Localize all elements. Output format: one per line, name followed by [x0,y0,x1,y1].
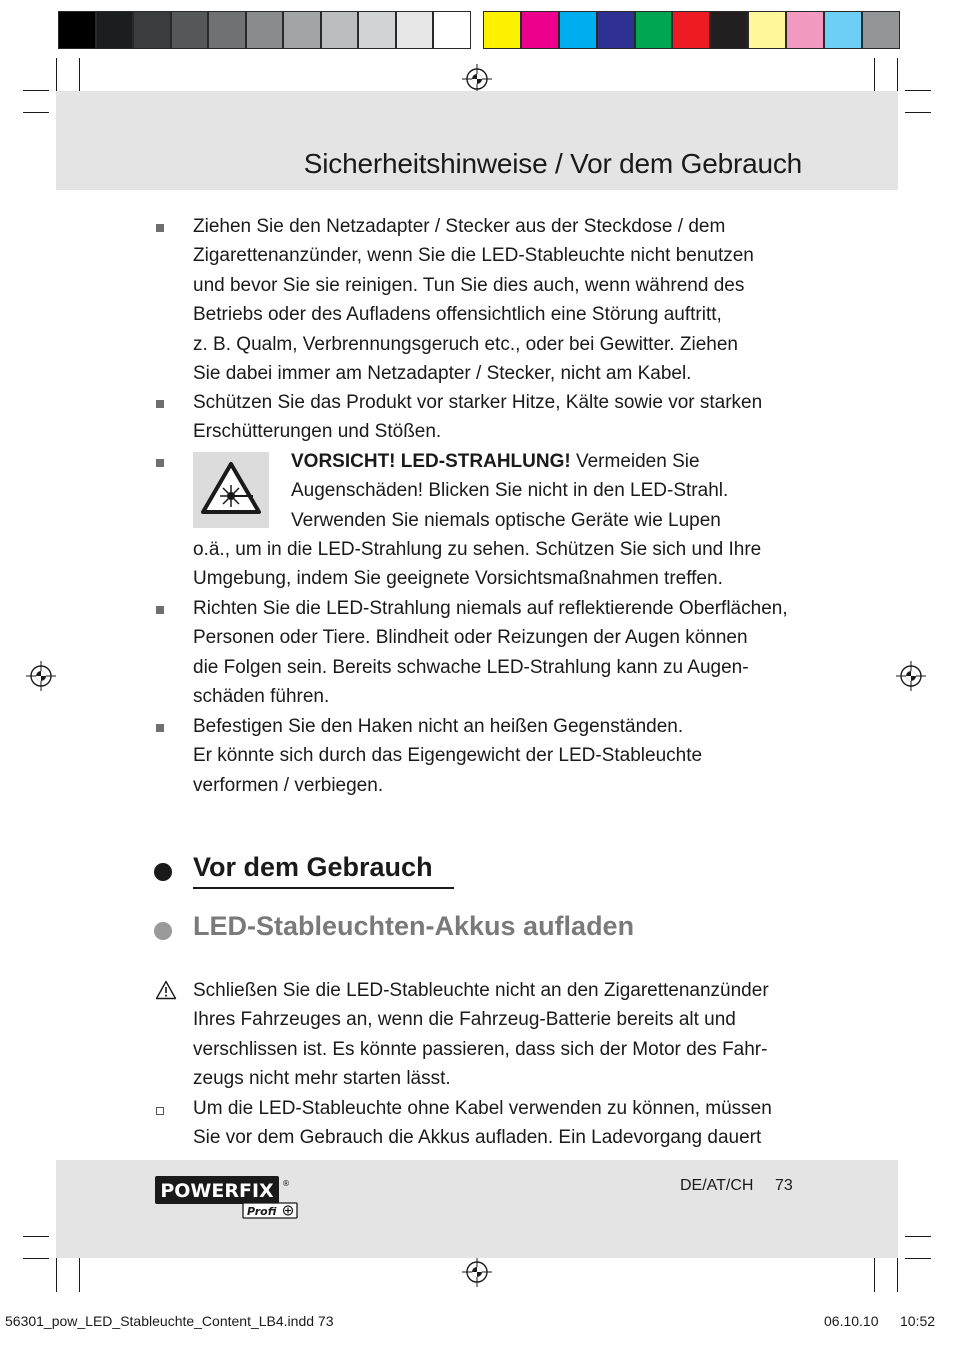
color-swatch [358,11,396,49]
text-line: o.ä., um in die LED-Strahlung zu sehen. Schützen Sie sich und Ihre [193,539,762,560]
registration-mark-icon [26,661,56,691]
bullet-square [156,606,164,614]
color-swatch [635,11,673,49]
crop-mark [905,112,931,113]
text-line: schäden führen. [193,686,330,708]
color-swatch [171,11,209,49]
safety-item-hook [193,712,803,800]
registration-mark-icon [896,661,926,691]
crop-mark [905,1258,931,1259]
bullet-square [156,400,164,408]
page-title: Sicherheitshinweise / Vor dem Gebrauch [303,148,802,179]
text-line [291,447,811,476]
text-line: Ziehen Sie den Netzadapter / Stecker aus der Steckdose / dem [193,216,726,237]
slug-time: 10:52 [900,1313,936,1329]
powerfix-profi-logo [155,1176,300,1220]
color-swatch [559,11,597,49]
text-line: Um die LED-Stableuchte ohne Kabel verwenden zu können, müssen [193,1098,772,1119]
text-line: Personen oder Tiere. Blindheit oder Reizungen der Augen können [193,627,748,649]
crop-mark [905,1236,931,1237]
text-line: Richten Sie die LED-Strahlung niemals auf reflektierende Oberflächen, [193,598,788,619]
safety-item-reflective [193,594,803,712]
text-line: Betriebs oder des Aufladens offensichtlich eine Störung auftritt, [193,304,722,326]
crop-mark [23,90,49,91]
text-line: verschlissen ist. Es könnte passieren, dass sich der Motor des Fahr- [193,1038,768,1060]
slug-date: 06.10.10 [824,1313,879,1329]
color-swatch [597,11,635,49]
color-swatch [710,11,748,49]
safety-item-unplug [193,212,803,388]
text-line: Erschütterungen und Stößen. [193,421,442,443]
color-swatch [824,11,862,49]
text-line: Schützen Sie das Produkt vor starker Hitze, Kälte sowie vor starken [193,392,763,413]
registration-mark-icon [462,1257,492,1287]
color-swatch [283,11,321,49]
text-line: Augenschäden! Blicken Sie nicht in den LED-Strahl. [291,480,729,502]
gray-swatch-bar [58,11,471,49]
color-swatch [786,11,824,49]
color-swatch [748,11,786,49]
footer-language: DE/AT/CH [680,1177,754,1194]
step-paragraph [193,1094,803,1153]
subsection-bullet-icon [154,922,172,940]
color-swatch [58,11,96,49]
bullet-square [156,459,164,467]
warning-paragraph [193,976,803,1094]
color-swatch [321,11,359,49]
color-swatch [672,11,710,49]
color-swatch [433,11,471,49]
text-line: verformen / verbiegen. [193,774,384,796]
step-checkbox-icon [156,1107,164,1115]
text-line: Schließen Sie die LED-Stableuchte nicht an den Zigarettenanzünder [193,980,769,1001]
safety-item-led-warning-body [193,535,803,594]
crop-mark [905,90,931,91]
color-swatch [96,11,134,49]
text-line: und bevor Sie sie reinigen. Tun Sie dies auch, wenn während des [193,274,745,296]
color-swatch [208,11,246,49]
registration-mark-icon [462,64,492,94]
safety-item-led-warning-head [291,447,811,535]
text-line: Verwenden Sie niemals optische Geräte wie Lupen [291,509,721,531]
page-number: 73 [775,1177,793,1194]
section-heading: Vor dem Gebrauch [193,852,433,882]
laser-warning-icon [193,452,269,528]
slug-filename: 56301_pow_LED_Stableuchte_Content_LB4.indd 73 [5,1313,334,1329]
safety-item-protect [193,388,803,447]
color-swatch [862,11,900,49]
section-bullet-icon [154,863,172,881]
warning-lead: VORSICHT! LED-STRAHLUNG! [291,451,571,472]
color-swatch [246,11,284,49]
text-line: zeugs nicht mehr starten lässt. [193,1068,451,1090]
crop-mark [23,1258,49,1259]
svg-text:POWERFIX: POWERFIX [160,1180,274,1202]
bullet-square [156,724,164,732]
subsection-heading: LED-Stableuchten-Akkus aufladen [193,911,635,941]
color-swatch [521,11,559,49]
text-line: z. B. Qualm, Verbrennungsgeruch etc., oder bei Gewitter. Ziehen [193,333,738,355]
color-swatch [396,11,434,49]
svg-text:®: ® [282,1179,290,1188]
svg-text:Profi: Profi [247,1205,277,1218]
crop-mark [23,1236,49,1237]
text-line: Zigarettenanzünder, wenn Sie die LED-Stableuchte nicht benutzen [193,245,754,267]
bullet-square [156,224,164,232]
heading-underline [193,887,454,889]
text-line: Sie vor dem Gebrauch die Akkus aufladen. Ein Ladevorgang dauert [193,1127,762,1149]
color-swatch [133,11,171,49]
text-line: Sie dabei immer am Netzadapter / Stecker, nicht am Kabel. [193,363,692,385]
color-swatch [483,11,521,49]
warning-lead-rest: Vermeiden Sie [570,451,700,472]
warning-triangle-icon [155,980,177,1000]
text-line: Umgebung, indem Sie geeignete Vorsichtsmaßnahmen treffen. [193,568,723,590]
text-line: Ihres Fahrzeuges an, wenn die Fahrzeug-Batterie bereits alt und [193,1009,736,1031]
text-line: Er könnte sich durch das Eigengewicht der LED-Stableuchte [193,745,703,767]
crop-mark [23,112,49,113]
text-line: die Folgen sein. Bereits schwache LED-Strahlung kann zu Augen- [193,656,749,678]
color-swatch-bar [483,11,900,49]
text-line: Befestigen Sie den Haken nicht an heißen Gegenständen. [193,716,684,737]
